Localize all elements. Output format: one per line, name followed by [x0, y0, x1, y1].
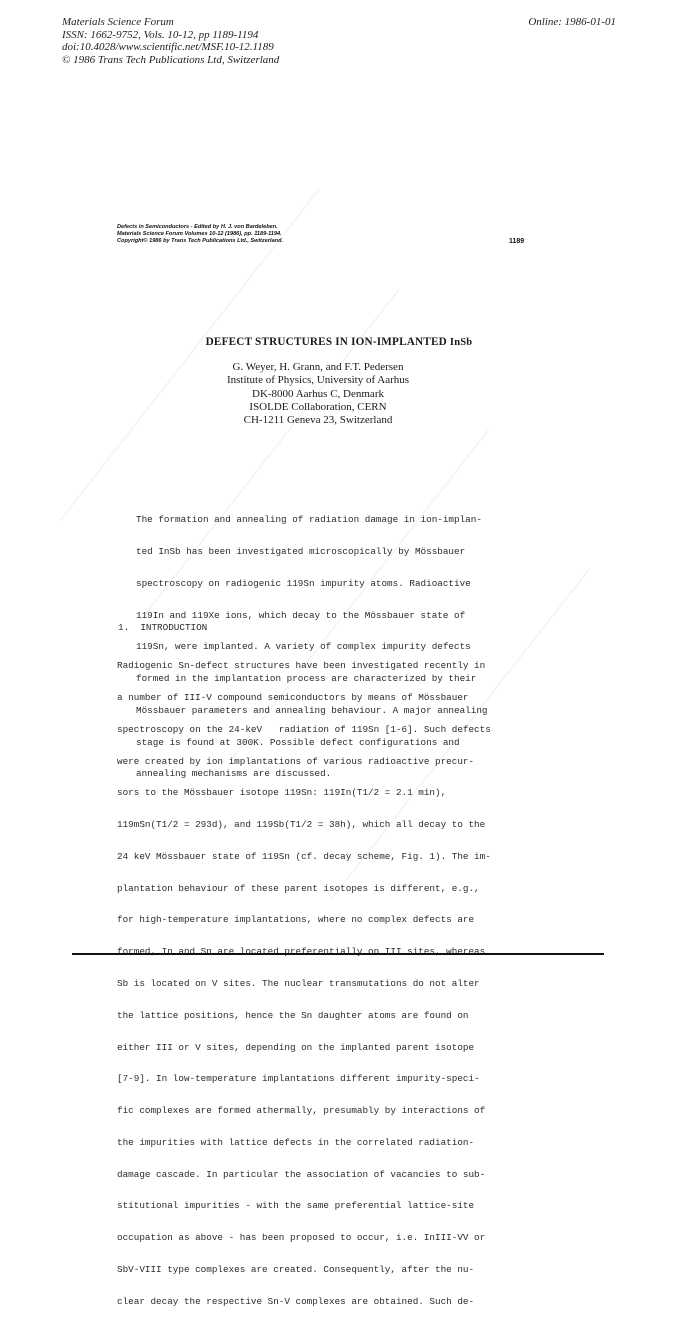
body-line: fic complexes are formed athermally, presumably by interactions of [117, 1105, 486, 1117]
issn-line: ISSN: 1662-9752, Vols. 10-12, pp 1189-1194 [62, 28, 259, 41]
abstract-line: stage is found at 300K. Possible defect configurations and [136, 736, 460, 748]
address: DK-8000 Aarhus C, Denmark [252, 387, 384, 400]
abstract-line: 119In and 119Xe ions, which decay to the Mössbauer state of [136, 609, 466, 621]
body-line: either III or V sites, depending on the implanted parent isotope [117, 1041, 475, 1053]
body-line: Sb is located on V sites. The nuclear transmutations do not alter [117, 978, 480, 989]
body-line: formed, In and Sn are located preferentially on III sites, whereas [117, 946, 486, 958]
body-line: the impurities with lattice defects in the correlated radiation- [117, 1136, 475, 1148]
institute: Institute of Physics, University of Aarhus [226, 374, 410, 387]
page-number: 1189 [509, 238, 525, 245]
author-affiliation [0, 361, 636, 427]
body-line: a number of III-V compound semiconductors by means of Mössbauer [117, 691, 469, 703]
abstract-line: formed in the implantation process are characterized by their [136, 673, 477, 685]
introduction-text [117, 640, 537, 1329]
collaboration: ISOLDE Collaboration, CERN [249, 400, 387, 413]
body-line: sors to the Mössbauer isotope 119Sn: 119In(T1/2 = 2.1 min), [117, 787, 447, 799]
body-line: spectroscopy on the 24-keV radiation of 119Sn [1-6]. Such defects [117, 723, 491, 735]
journal-name: Materials Science Forum [62, 16, 174, 28]
body-line: were created by ion implantations of various radioactive precur- [117, 755, 475, 767]
body-line: the lattice positions, hence the Sn daughter atoms are found on [117, 1009, 469, 1021]
paper-title [0, 336, 678, 348]
body-line: for high-temperature implantations, where no complex defects are [117, 914, 475, 926]
body-line: occupation as above - has been proposed to occur, i.e. InIII-VV or [117, 1232, 486, 1244]
doi-line: doi:10.4028/www.scientific.net/MSF.10-12.1189 [62, 41, 274, 53]
abstract-line: 119Sn, were implanted. A variety of complex impurity defects [136, 641, 471, 653]
section-heading: 1. INTRODUCTION [118, 622, 208, 633]
body-line: SbV-VIII type complexes are created. Consequently, after the nu- [117, 1264, 475, 1276]
body-line: plantation behaviour of these parent isotopes is different, e.g., [117, 882, 480, 894]
body-line: damage cascade. In particular the association of vacancies to sub- [117, 1168, 486, 1180]
citation-line: Materials Science Forum Volumes 10-12 (1986), pp. 1189-1194. [117, 230, 282, 237]
body-line: 119mSn(T1/2 = 293d), and 119Sb(T1/2 = 38h), which all decay to the [117, 819, 486, 831]
abstract-line: spectroscopy on radiogenic 119Sn impurity atoms. Radioactive [136, 577, 471, 589]
journal-header [62, 16, 279, 66]
body-line: clear decay the respective Sn-V complexes are obtained. Such de- [117, 1295, 475, 1307]
copyright-line: © 1986 Trans Tech Publications Ltd, Switzerland [62, 53, 280, 66]
online-date: Online: 1986-01-01 [528, 16, 616, 28]
title-tail: InSb [449, 337, 473, 348]
abstract-line: ted InSb has been investigated microscopically by Mössbauer [136, 545, 466, 557]
bottom-rule [72, 953, 604, 955]
citation-line: Defects in Semiconductors - Edited by H. J. von Bardeleben. [117, 224, 278, 230]
body-line: 24 keV Mössbauer state of 119Sn (cf. decay scheme, Fig. 1). The im- [117, 850, 491, 862]
citation-block [117, 224, 283, 244]
abstract-line: annealing mechanisms are discussed. [136, 768, 332, 780]
authors: G. Weyer, H. Grann, and F.T. Pedersen [232, 361, 404, 373]
body-line: [7-9]. In low-temperature implantations different impurity-speci- [117, 1073, 480, 1085]
collaboration-address: CH-1211 Geneva 23, Switzerland [243, 414, 393, 427]
body-line: stitutional impurities - with the same preferential lattice-site [117, 1200, 475, 1212]
abstract-line: Mössbauer parameters and annealing behaviour. A major annealing [136, 704, 488, 716]
body-line: Radiogenic Sn-defect structures have been investigated recently in [117, 660, 486, 672]
abstract-line: The formation and annealing of radiation damage in ion-implan- [136, 514, 482, 526]
title-main: DEFECT STRUCTURES IN ION-IMPLANTED [205, 336, 447, 348]
citation-line: Copyright© 1986 by Trans Tech Publications Ltd., Switzerland. [117, 237, 284, 244]
